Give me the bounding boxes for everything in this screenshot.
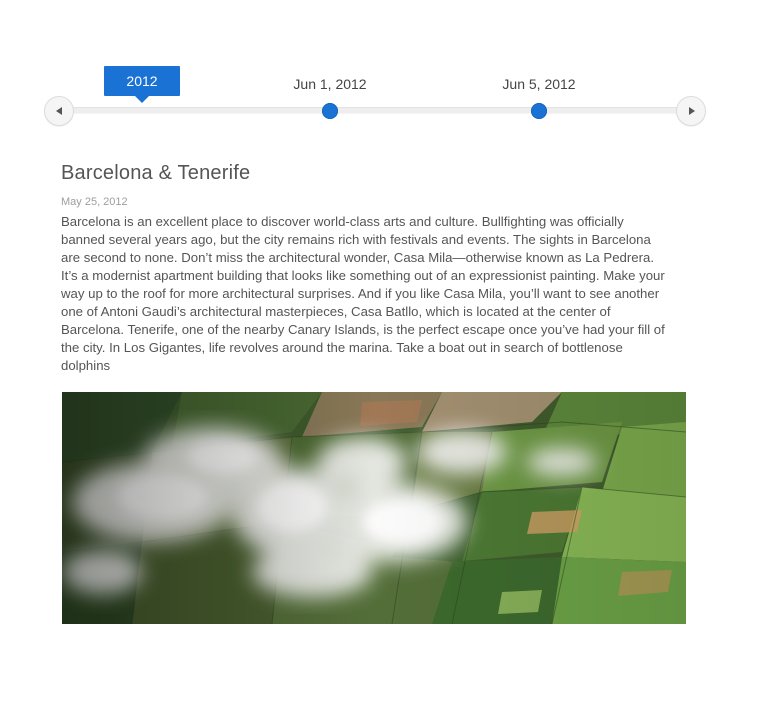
timeline bbox=[44, 60, 706, 130]
timeline-track bbox=[60, 107, 690, 114]
timeline-prev-button[interactable] bbox=[44, 96, 74, 126]
timeline-marker-dot[interactable] bbox=[531, 103, 547, 119]
article-photo bbox=[62, 392, 686, 624]
article-body: Barcelona is an excellent place to discover world-class arts and culture. Bullfighting was officially banned several years ago, but the city remains rich with festivals and events. The sights in Barcelona are second to none. Don’t miss the architectural wonder, Casa Mila—otherwise known as La Pedrera. It’s a modernist apartment building that looks like something out of an expressionist painting. Make your way up to the roof for more architectural surprises. And if you like Casa Mila, you’ll want to see another one of Antoni Gaudi’s architectural masterpieces, Casa Batllo, which is located at the center of Barcelona. Tenerife, one of the nearby Canary Islands, is the perfect escape once you’ve had your fill of the city. In Los Gigantes, life revolves around the marina. Take a boat out in search of bottlenose dolphins bbox=[61, 214, 665, 373]
triangle-right-icon bbox=[689, 107, 695, 115]
aerial-landscape-image bbox=[62, 392, 686, 624]
timeline-marker-label: Jun 5, 2012 bbox=[502, 76, 576, 92]
timeline-next-button[interactable] bbox=[676, 96, 706, 126]
triangle-left-icon bbox=[56, 107, 62, 115]
timeline-current-marker[interactable]: 2012 bbox=[104, 66, 180, 96]
timeline-marker-dot[interactable] bbox=[322, 103, 338, 119]
article-title: Barcelona & Tenerife bbox=[61, 162, 251, 184]
timeline-marker-label: Jun 1, 2012 bbox=[293, 76, 367, 92]
article bbox=[61, 162, 686, 375]
article-date: May 25, 2012 bbox=[61, 196, 128, 208]
